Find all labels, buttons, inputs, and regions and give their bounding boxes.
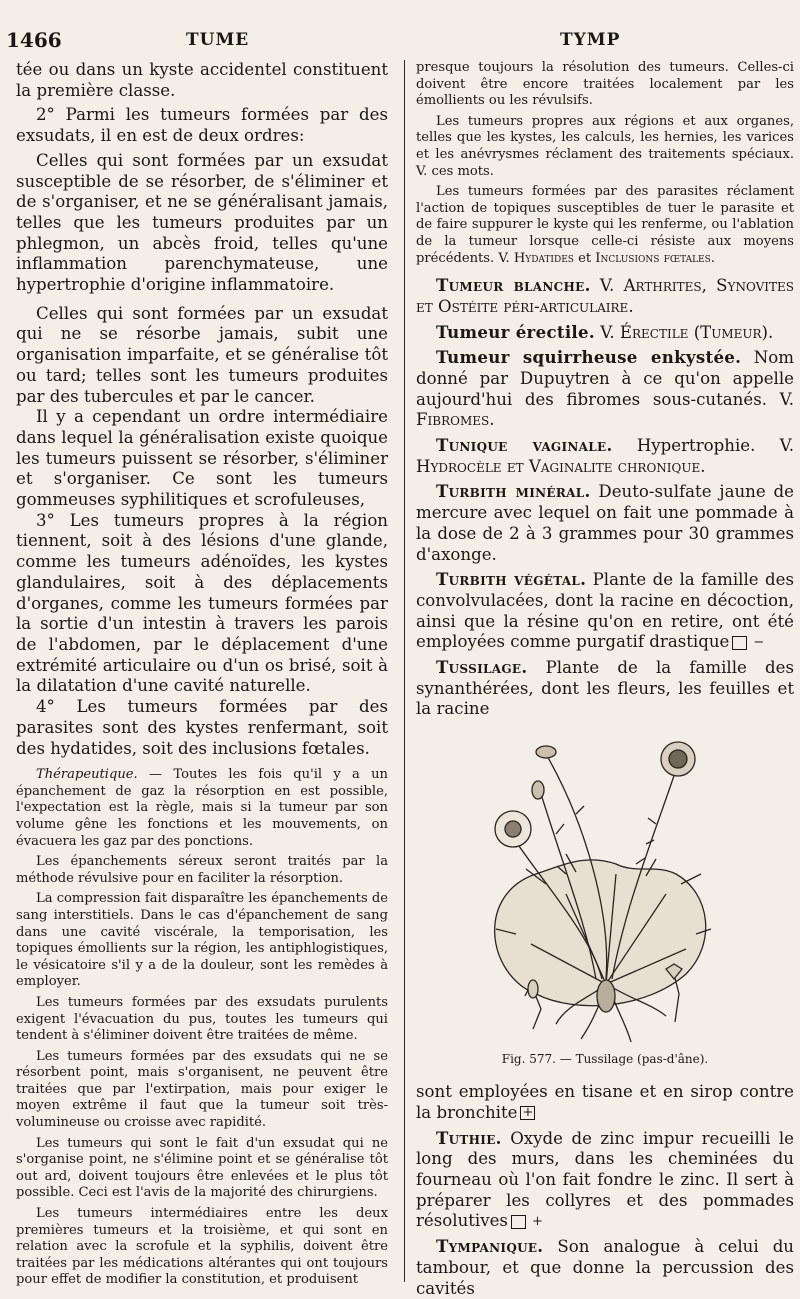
- therapeutics-paragraph: [16, 767, 388, 850]
- paragraph: 2° Parmi les tumeurs formées par des exsudats, il en est de deux ordres:: [16, 105, 388, 146]
- entry-tumeur-blanche: [416, 275, 794, 317]
- boxed-plus-icon: +: [520, 1106, 535, 1120]
- entry-headword: Tympanique.: [436, 1236, 544, 1257]
- cross-reference: Fibromes.: [416, 410, 495, 430]
- entry-headword: Tussilage.: [436, 657, 528, 678]
- entry-tympanique: [416, 1236, 794, 1299]
- paragraph: Les tumeurs qui sont le fait d'un exsudat qui ne s'organise point, ne s'élimine point et se généralise tôt out ard, doivent toujours être enlevées et le plus tôt possible. Ceci est l'avis de la majorité des chirurgiens.: [16, 1135, 388, 1201]
- entry-tumeur-erectile: [416, 322, 794, 344]
- entry-text: Oxyde de zinc impur recueilli le long des murs, dans les cheminées du fourneau où l'on fait fondre le zinc. Il sert à préparer les collyres et des pommades résolutives: [416, 1128, 794, 1231]
- entry-headword: Tumeur érectile.: [436, 321, 595, 342]
- paragraph: Celles qui sont formées par un exsudat qui ne se résorbe jamais, subit une organisation imparfaite, et se généralise tôt ou tard; telles sont les tumeurs produites par des tubercules et par le cancer.: [16, 303, 388, 406]
- paragraph: La compression fait disparaître les épanchements de sang interstitiels. Dans le cas d'épanchement de sang dans une cavité viscérale, la temporisation, les topiques émollients sur la région, les antiphlogistiques, le vésicatoire s'il y a de la douleur, sont les remèdes à employer.: [16, 891, 388, 990]
- section-label: Thérapeutique.: [36, 767, 138, 783]
- paragraph: Les épanchements séreux seront traités par la méthode révulsive pour en faciliter la résorption.: [16, 854, 388, 886]
- paragraph: Les tumeurs formées par des exsudats qui ne se résorbent point, mais s'organisent, ne peuvent être traitées que par l'extirpation, mais pour exiger le moyen extrême il faut que la tumeur soit très-volumineuse ou croisse avec rapidité.: [16, 1048, 388, 1131]
- guide-word-left: TUME: [186, 30, 250, 50]
- entry-turbith-mineral: [416, 481, 794, 565]
- cross-reference: Hydrocèle et Vaginalite chronique.: [416, 456, 706, 476]
- entry-text: V.: [590, 276, 624, 296]
- paragraph-text: et: [573, 250, 596, 266]
- entry-tunique-vaginale: [416, 435, 794, 477]
- entry-headword: Tumeur blanche.: [436, 275, 591, 296]
- entry-text: Nom donné par Dupuytren à ce qu'on appelle aujourd'hui des fibromes sous-cutanés. V.: [416, 348, 794, 409]
- paragraph: [416, 1082, 794, 1123]
- guide-word-right: TYMP: [560, 30, 621, 50]
- entry-headword: Turbith végétal.: [436, 569, 587, 590]
- paragraph: Les tumeurs intermédiaires entre les deux premières tumeurs et la troisième, et qui sont en relation avec la scrofule et la syphilis, doivent être traitées par les médications altérantes qui ont toujours pour effet de modifier la constitution, et produisent: [16, 1206, 388, 1288]
- entry-tussilage: [416, 657, 794, 720]
- paragraph: Les tumeurs propres aux régions et aux organes, telles que les kystes, les calculs, les hernies, les varices et les anévrysmes réclament des traitements spéciaux. V. ces mots.: [416, 113, 794, 179]
- paragraph: tée ou dans un kyste accidentel constituent la première classe.: [16, 60, 388, 100]
- entry-text: V.: [594, 322, 620, 342]
- paragraph-text: sont employées en tisane et en sirop contre la bronchite: [416, 1082, 794, 1122]
- figure-caption: Fig. 577. — Tussilage (pas-d'âne).: [501, 1052, 709, 1067]
- paragraph-text: — Toutes les fois qu'il y a un épanchement de gaz la résorption en est possible, l'expectation est la règle, mais si la tumeur par son volume gêne les fonctions et les mouvements, on évacuera les gaz par des ponctions.: [16, 767, 388, 849]
- boxed-minus-icon: −: [732, 636, 747, 650]
- left-column: [16, 60, 388, 1289]
- entry-text: Hypertrophie. V.: [612, 436, 794, 456]
- paragraph: 3° Les tumeurs propres à la région tiennent, soit à des lésions d'une glande, comme les tumeurs adénoïdes, les kystes glandulaires, soit à des déplacements d'organes, comme les tumeurs formées par la sortie d'un intestin à travers les parois de l'abdomen, par le déplacement d'une extrémité articulaire ou d'un os brisé, soit à la dilatation d'une cavité naturelle.: [16, 510, 388, 696]
- entry-text: Plante de la famille des convolvulacées, dont la racine en décoction, ainsi que la résine qu'on en retire, ont été employées comme purgatif drastique: [416, 570, 794, 652]
- right-column: [416, 60, 794, 1299]
- entry-text: Plante de la famille des synanthérées, dont les fleurs, les feuilles et la racine: [416, 658, 794, 719]
- running-header: [6, 28, 790, 54]
- cross-reference: Arthrites, Synovites et Ostéite péri-articulaire.: [416, 276, 794, 316]
- paragraph: Les tumeurs formées par des exsudats purulents exigent l'évacuation du pus, toutes les tumeurs qui tendent à s'éliminer doivent être traitées de même.: [16, 994, 388, 1044]
- entry-tuthie: [416, 1128, 794, 1233]
- paragraph-text: Les tumeurs formées par des parasites réclament l'action de topiques susceptibles de tuer le parasite et de faire suppurer le kyste qui les renferme, ou l'ablation de la tumeur lorsque celle-ci résiste aux moyens précédents. V.: [416, 184, 794, 266]
- paragraph: [416, 184, 794, 267]
- entry-headword: Turbith minéral.: [436, 481, 591, 502]
- cross-reference: Hydatides: [513, 250, 574, 266]
- paragraph-text: .: [710, 250, 715, 266]
- paragraph: presque toujours la résolution des tumeurs. Celles-ci doivent être encore traitées localement par les émollients ou les révulsifs.: [416, 60, 794, 109]
- entry-tumeur-squirrheuse: [416, 347, 794, 431]
- cross-reference: Inclusions fœtales: [595, 250, 711, 266]
- entry-headword: Tunique vaginale.: [436, 435, 613, 456]
- entry-text: Son analogue à celui du tambour, et que donne la percussion des cavités: [416, 1237, 794, 1298]
- column-divider: [404, 60, 405, 1282]
- entry-turbith-vegetal: [416, 569, 794, 653]
- figure-tussilage: [416, 724, 794, 1076]
- paragraph: Il y a cependant un ordre intermédiaire dans lequel la généralisation existe quoique les tumeurs puissent se résorber, s'éliminer et s'organiser. Ce sont les tumeurs gommeuses syphilitiques et scrofuleuses,: [16, 407, 388, 510]
- boxed-plus-icon: +: [511, 1215, 526, 1229]
- entry-headword: Tumeur squirrheuse enkystée.: [436, 347, 742, 368]
- paragraph: 4° Les tumeurs formées par des parasites sont des kystes renfermant, soit des hydatides, soit des inclusions fœtales.: [16, 697, 388, 758]
- entry-text: Deuto-sulfate jaune de mercure avec lequel on fait une pommade à la dose de 2 à 3 grammes pour 30 grammes d'axonge.: [416, 482, 795, 564]
- entry-headword: Tuthie.: [436, 1127, 502, 1148]
- coltsfoot-plant-illustration: [416, 724, 794, 1046]
- cross-reference: Érectile (Tumeur).: [619, 322, 774, 342]
- page-number: 1466: [6, 28, 62, 52]
- paragraph: Celles qui sont formées par un exsudat susceptible de se résorber, de s'éliminer et de s'organiser, et ne se généralisant jamais, telles que les tumeurs produites par un phlegmon, un abcès froid, telles qu'une inflammation parenchymateuse, une hypertrophie d'origine inflammatoire.: [16, 150, 388, 295]
